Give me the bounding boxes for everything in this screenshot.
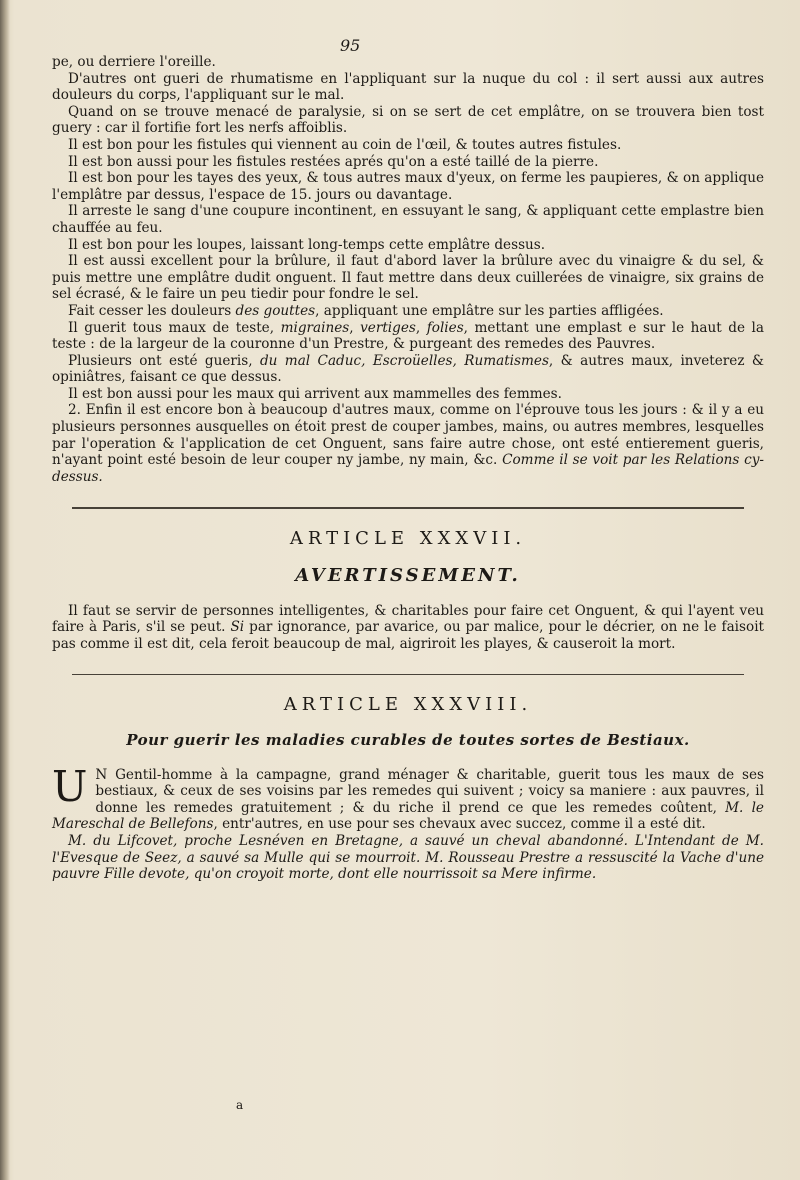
paragraph: Il arreste le sang d'une coupure incontinent, en essuyant le sang, & appliquant cette emplastre bien chauffée au feu. bbox=[52, 203, 764, 236]
text: Il guerit tous maux de teste, bbox=[68, 319, 281, 336]
drop-cap: U bbox=[52, 761, 88, 811]
paragraph-goutes bbox=[52, 303, 764, 320]
spacer bbox=[52, 585, 764, 603]
text: , mettant une emplast e sur le haut de la teste : de la largeur de la couronne d'un Prestre, & purgeant des remedes des Pauvres. bbox=[52, 319, 764, 353]
paragraph: Il est bon pour les tayes des yeux, & tous autres maux d'yeux, on ferme les paupieres, & on applique l'emplâtre par dessus, l'espace de 15. jours ou davantage. bbox=[52, 170, 764, 203]
divider-rule bbox=[72, 507, 744, 509]
text: Plusieurs ont esté gueris, bbox=[68, 352, 260, 369]
signature-mark: a bbox=[236, 1098, 244, 1112]
paragraph: D'autres ont gueri de rhumatisme en l'appliquant sur la nuque du col : il sert aussi aux autres douleurs du corps, l'appliquant sur le mal. bbox=[52, 70, 764, 104]
paragraph-enfin bbox=[52, 402, 764, 485]
text: , bbox=[415, 319, 427, 336]
paragraph: Il est bon aussi pour les fistules restées aprés qu'on a esté taillé de la pierre. bbox=[68, 153, 599, 170]
italic-text: des gouttes bbox=[235, 302, 316, 319]
article-text bbox=[52, 761, 764, 833]
paragraph: Il est bon pour les fistules qui viennent au coin de l'œil, & toutes autres fistules. bbox=[68, 136, 622, 153]
italic-text: migraines bbox=[280, 319, 350, 336]
paragraph-migraines bbox=[52, 320, 764, 353]
paragraph-plusieurs bbox=[52, 353, 764, 386]
article-text bbox=[52, 603, 764, 653]
article-heading: ARTICLE XXXVIII. bbox=[283, 694, 533, 716]
text: , bbox=[349, 319, 361, 336]
italic-text: Comme il se voit par les Relations cy-dessus. bbox=[52, 452, 764, 485]
article-heading: ARTICLE XXXVII. bbox=[289, 528, 527, 550]
text: , entr'autres, en use pour ses chevaux avec succez, comme il a esté dit. bbox=[213, 816, 706, 833]
text: Fait cesser les douleurs bbox=[68, 302, 236, 319]
paragraph: Il est aussi excellent pour la brûlure, il faut d'abord laver la brûlure avec du vinaigre & du sel, & puis mettre une emplâtre dudit onguent. Il faut mettre dans deux cuillerées de vinaigre, six grains de sel écrasé, & le faire un peu tiedir pour fondre le sel. bbox=[52, 253, 764, 303]
italic-text: du mal Caduc, Escroüelles, Rumatismes bbox=[259, 352, 549, 369]
paragraph: Il est bon pour les loupes, laissant long-temps cette emplâtre dessus. bbox=[68, 236, 546, 253]
text: par ignorance, par avarice, ou par malice, pour le décrier, on ne le faisoit pas comme il est dit, cela feroit beaucoup de mal, aigriroit les playes, & causeroit la mort. bbox=[52, 619, 764, 652]
spacer bbox=[52, 749, 764, 767]
paragraph-mammelles: Il est bon aussi pour les maux qui arrivent aux mammelles des femmes. bbox=[68, 385, 562, 402]
article-subheading: Pour guerir les maladies curables de toutes sortes de Bestiaux. bbox=[126, 731, 690, 749]
italic-paragraph: M. du Lifcovet, proche Lesnéven en Bretagne, a sauvé un cheval abandonné. L'Intendant de M. l'Evesque de Seez, a sauvé sa Mulle qui se mourroit. M. Rousseau Prestre a ressuscité la Vache d'une pauvre Fille devote, qu'on croyoit morte, dont elle nourrissoit sa Mere infirme. bbox=[52, 832, 764, 883]
article-subheading: AVERTISSEMENT. bbox=[295, 565, 521, 587]
paragraph: pe, ou derriere l'oreille. bbox=[52, 54, 216, 70]
text: , appliquant une emplâtre sur les parties affligées. bbox=[315, 302, 664, 319]
paragraph: Quand on se trouve menacé de paralysie, si on se sert de cet emplâtre, on se trouvera bien tost guery : car il fortifie fort les nerfs affoiblis. bbox=[52, 103, 764, 137]
page-content bbox=[52, 38, 764, 883]
italic-text: vertiges bbox=[360, 319, 416, 336]
text: 2. Enfin il est encore bon à beaucoup d'autres maux, comme on l'éprouve tous les jours : & il y a eu plusieurs personnes ausquelles on étoit prest de couper jambes, mains, ou autres membres, lesquelles par l'operation & l'application de cet Onguent, sans faire autre chose, ont esté entierement gueris, n'ayant point esté besoin de leur couper ny jambe, ny main, &c. bbox=[52, 402, 764, 469]
text: Il faut se servir de personnes intelligentes, & charitables pour faire cet Onguent, & qui l'ayent veu faire à Paris, s'il se peut. bbox=[52, 602, 764, 636]
text: , & autres maux, inveterez & opiniâtres, faisant ce que dessus. bbox=[52, 352, 764, 386]
italic-text: folies bbox=[426, 319, 464, 336]
italic-text: M. le Mareschal de Bellefons bbox=[52, 799, 764, 833]
italic-text: Si bbox=[230, 619, 245, 636]
binding-shadow bbox=[0, 0, 10, 1180]
divider-rule bbox=[72, 674, 744, 675]
text: N Gentil-homme à la campagne, grand ménager & charitable, guerit tous les maux de ses bestiaux, & ceux de ses voisins par les remedes qui suivent ; voicy sa maniere : aux pauvres, il donne les remedes gratuitement ; & du riche il prend ce que les remedes coûtent, bbox=[95, 766, 764, 816]
page-number: 95 bbox=[340, 36, 361, 55]
